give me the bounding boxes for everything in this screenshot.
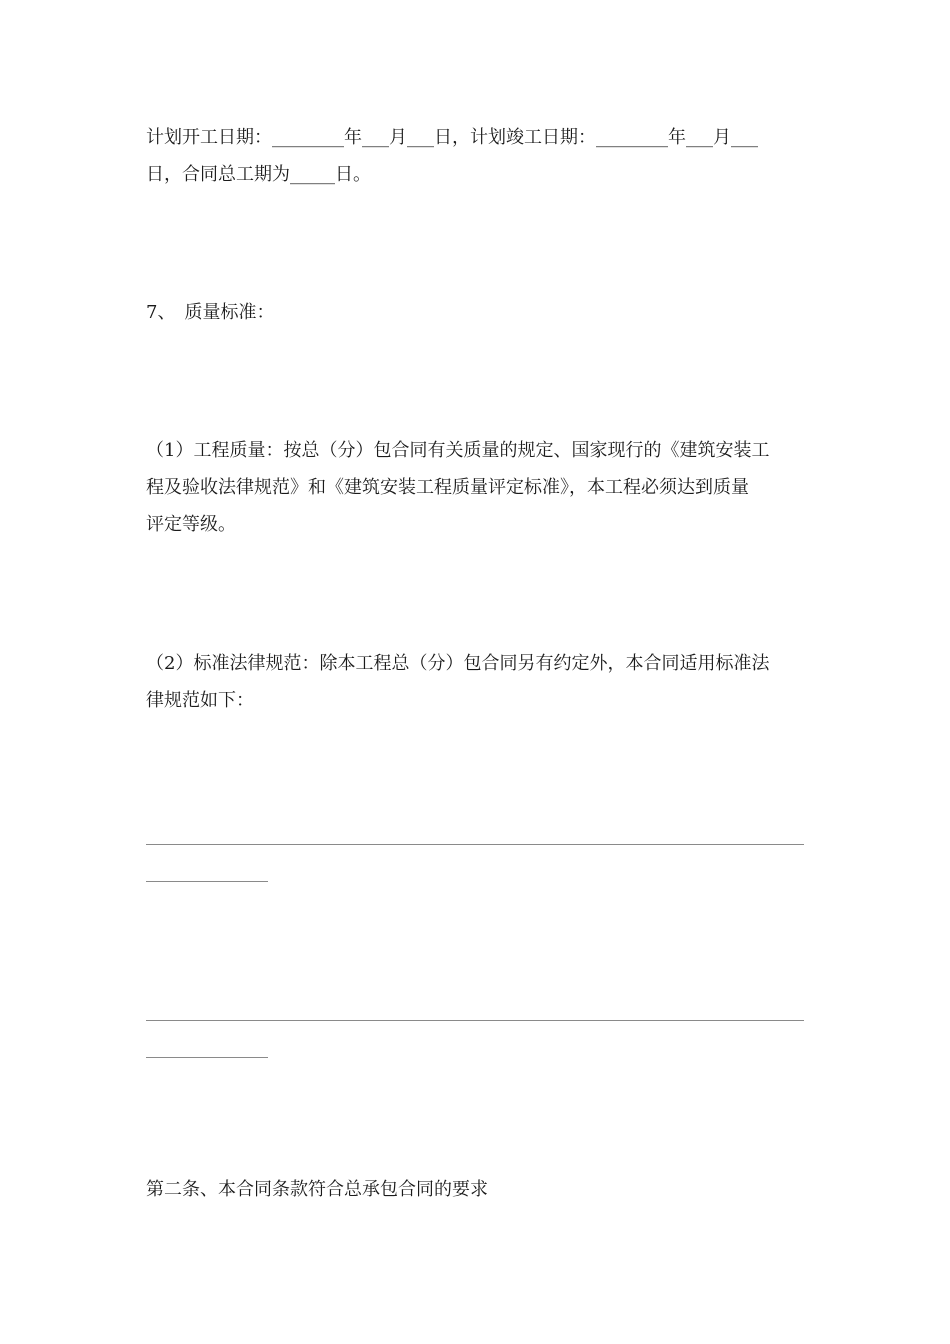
item-2-line-2: 律规范如下：: [146, 690, 254, 711]
article-2-heading: 第二条、本合同条款符合总承包合同的要求: [146, 1179, 488, 1200]
fill-in-blank-rule-1-continuation: [146, 881, 268, 882]
fill-in-blank-rule-2: [146, 1020, 804, 1021]
fill-in-blank-rule-2-continuation: [146, 1057, 268, 1058]
schedule-dates-line-2: 日，合同总工期为_____日。: [146, 164, 371, 185]
item-2-line-1: （2）标准法律规范：除本工程总（分）包合同另有约定外，本合同适用标准法: [146, 653, 770, 674]
fill-in-blank-rule-1: [146, 844, 804, 845]
schedule-dates-line-1: 计划开工日期：________年___月___日，计划竣工日期：________年___月___: [146, 127, 758, 148]
section-7-heading: 7、 质量标准：: [146, 302, 275, 323]
item-1-line-2: 程及验收法律规范》和《建筑安装工程质量评定标准》，本工程必须达到质量: [146, 477, 749, 498]
item-1-line-3: 评定等级。: [146, 514, 236, 535]
item-1-line-1: （1）工程质量：按总（分）包合同有关质量的规定、国家现行的《建筑安装工: [146, 440, 770, 461]
